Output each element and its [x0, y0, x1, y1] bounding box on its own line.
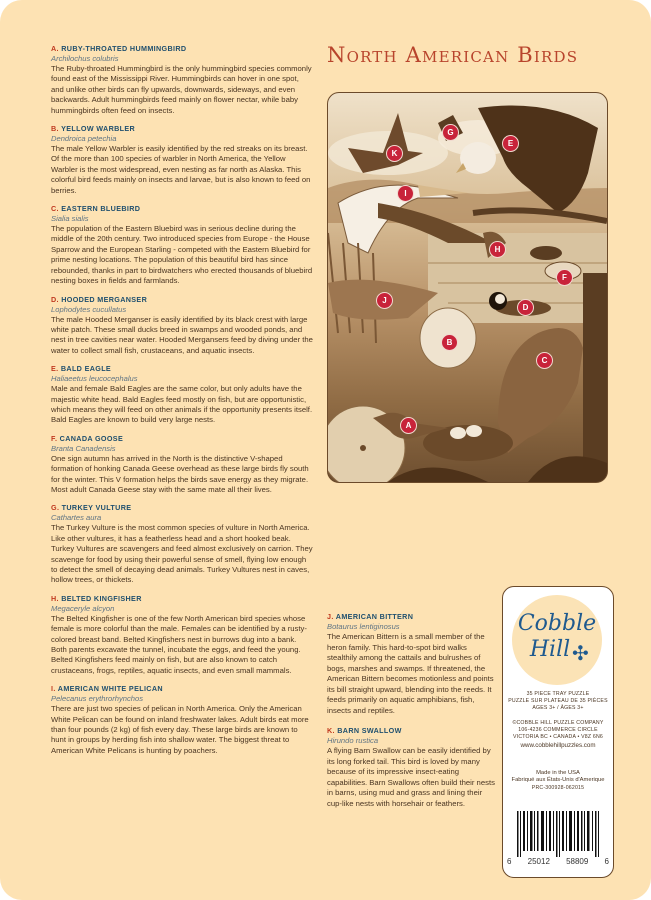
- entry-title: [51, 44, 313, 54]
- entry-title: [327, 726, 497, 736]
- entry-letter: K.: [327, 726, 335, 735]
- entry-belted-kingfisher: [51, 594, 313, 676]
- entry-text: The male Yellow Warbler is easily identified by the red streaks on its breast. Of the more than 100 species of warbler in North America, the Yellow Warbler is the most widespread, even nesting as far north as Alaska. This colorful bird feeds mainly on insects and larvae, but is also known to feed on berries.: [51, 144, 311, 195]
- entry-scientific-name: Dendroica petechia: [51, 134, 117, 144]
- puzzle-size-fr: PUZZLE SUR PLATEAU DE 35 PIÈCES: [508, 698, 608, 705]
- product-code: PRC-300928-062015: [531, 784, 585, 791]
- entry-name: AMERICAN WHITE PELICAN: [57, 684, 163, 694]
- age-rating: AGES 3+ / ÂGES 3+: [532, 705, 584, 712]
- entry-scientific-name: Cathartes aura: [51, 513, 102, 523]
- entry-letter: G.: [51, 503, 60, 513]
- entry-title: [327, 612, 497, 622]
- illustration-marker-b: B: [441, 334, 458, 351]
- logo-text-cobble: Cobble: [517, 611, 597, 636]
- entry-letter: I.: [51, 684, 56, 694]
- entry-text: The male Hooded Merganser is easily identified by its black crest with large white patch. These small ducks breed in swamps and wooded ponds, and nest in tree cavities near water. Hooded Mergansers feed by diving under the water to collect small fish, crustaceans, and aquatic insects.: [51, 314, 313, 355]
- illustration-marker-g: G: [442, 124, 459, 141]
- entry-hooded-merganser: [51, 295, 313, 357]
- entry-letter: B.: [51, 124, 59, 134]
- puzzle-info: [505, 691, 611, 713]
- entry-scientific-name: Lophodytes cucullatus: [51, 304, 127, 314]
- entry-yellow-warbler: [51, 124, 313, 196]
- entry-letter: E.: [51, 364, 59, 374]
- entry-canada-goose: [51, 434, 313, 496]
- illustration-marker-i: I: [397, 185, 414, 202]
- puzzle-piece-icon: ✣: [572, 643, 589, 665]
- entry-letter: F.: [51, 433, 58, 443]
- entry-title: [51, 295, 313, 305]
- illustration-marker-e: E: [502, 135, 519, 152]
- barcode-digit-3: 58809: [566, 857, 589, 866]
- company-address-1: 106-4236 COMMERCE CIRCLE: [518, 727, 598, 734]
- entry-letter: C.: [51, 204, 59, 214]
- entry-eastern-bluebird: [51, 204, 313, 286]
- company-name: ©COBBLE HILL PUZZLE COMPANY: [512, 720, 604, 726]
- entry-letter: D.: [51, 294, 59, 304]
- entry-scientific-name: Archilochus colubris: [51, 54, 119, 63]
- illustration-marker-j: J: [376, 292, 393, 309]
- illustration-marker-d: D: [517, 299, 534, 316]
- entry-scientific-name: Hirundo rustica: [327, 736, 379, 745]
- entry-scientific-name: Sialia sialis: [51, 214, 89, 224]
- entry-name: CANADA GOOSE: [59, 433, 124, 443]
- bird-illustration: [327, 92, 608, 483]
- entry-name: EASTERN BLUEBIRD: [61, 204, 141, 214]
- entry-text: The Ruby-throated Hummingbird is the only hummingbird species commonly found east of the Mississippi River. Hummingbirds can hover in one spot, and unlike other birds can fly upwards, downwards, sideways, and even backwards. Adult hummingbirds feed mainly on flower nectar, while baby hummingbirds often feed on insects.: [51, 64, 312, 115]
- cobble-hill-logo: [512, 595, 602, 685]
- barcode-digit-4: 6: [604, 857, 609, 866]
- entry-text: The Belted Kingfisher is one of the few North American bird species whose female is more colorful than the male. Females can be identified by a rusty-colored breast band. Belted Kingfishers nest in burrows dug into a bank. Both parents excavate the tunnel, incubate the eggs, and feed the young. Belted Kingfishers feed mainly on fish, but are also known to catch crustaceans, frogs, reptiles, aquatic insects, and even small mammals.: [51, 613, 307, 675]
- entry-scientific-name: Botaurus lentiginosus: [327, 622, 400, 631]
- entry-turkey-vulture: [51, 503, 313, 585]
- made-in-fr: Fabriqué aux États-Unis d'Amerique: [511, 777, 605, 784]
- entry-bald-eagle: [51, 364, 313, 426]
- page-title: North American Birds: [327, 43, 579, 67]
- entry-name: BARN SWALLOW: [337, 726, 402, 735]
- entry-name: TURKEY VULTURE: [61, 503, 132, 513]
- entry-title: [51, 684, 313, 694]
- entry-name: RUBY-THROATED HUMMINGBIRD: [61, 44, 187, 53]
- entry-scientific-name: Haliaeetus leucocephalus: [51, 374, 138, 384]
- entry-letter: H.: [51, 593, 59, 603]
- entry-name: YELLOW WARBLER: [61, 124, 136, 134]
- illustration-scene: [328, 93, 607, 482]
- bird-descriptions-middle: [327, 612, 497, 817]
- entry-ruby-throated-hummingbird: [51, 44, 313, 116]
- entry-name: BALD EAGLE: [60, 364, 112, 374]
- illustration-marker-a: A: [400, 417, 417, 434]
- illustration-marker-h: H: [489, 241, 506, 258]
- illustration-marker-k: K: [386, 145, 403, 162]
- entry-name: AMERICAN BITTERN: [335, 612, 414, 621]
- company-address-2: VICTORIA BC • CANADA • V8Z 6N6: [513, 734, 603, 741]
- barcode-digit-1: 6: [507, 857, 512, 866]
- entry-text: There are just two species of pelican in North America. Only the American White Pelican can be found on inland freshwater lakes. Adult birds eat more than four pounds (2 kg) of fish every day. These large birds are known to hunt in groups by herding fish into shallow water. The biggest threat to American White Pelicans is hunting by poachers.: [51, 704, 309, 755]
- entry-name: BELTED KINGFISHER: [61, 593, 142, 603]
- entry-text: A flying Barn Swallow can be easily identified by its long forked tail. This bird is loved by many because of its impressive insect-eating capabilities. Barn Swallows often build their nests in barns, using mud and grass and lining their cup-like nests with horsehair or feathers.: [327, 746, 495, 808]
- barcode-digit-2: 25012: [527, 857, 550, 866]
- entry-title: [51, 204, 313, 214]
- logo-text-hill: Hill: [529, 637, 571, 662]
- entry-title: [51, 594, 313, 604]
- entry-text: The Turkey Vulture is the most common species of vulture in North America. Like other vultures, it has a featherless head and a short hooked beak. Turkey Vultures are scavengers and feed almost exclusively on carrion. They scavenge for food by using their powerful sense of smell, flying low enough to detect the smell of decaying dead animals. Turkey Vultures nest in caves, hollow trees, or thickets.: [51, 523, 313, 585]
- entry-text: One sign autumn has arrived in the North is the distinctive V-shaped formation of honking Canada Geese overhead as these large birds fly south for the winter. This V formation helps the birds save energy as they migrate. Most adult Canada Geese stay with the same mate all their lives.: [51, 453, 309, 494]
- barcode-number: [507, 857, 609, 866]
- entry-text: The population of the Eastern Bluebird was in serious decline during the middle of the 20th century. Two introduced species from Europe - the House Sparrow and the European Starling - competed with the Eastern Bluebird for prime nesting locations. The population of this beautiful bird has since rebounded, thanks in part to birdwatchers who erected thousands of bluebird nesting boxes in fields and farmlands.: [51, 224, 313, 286]
- made-in: Made in the USA: [536, 770, 580, 776]
- illustration-marker-c: C: [536, 352, 553, 369]
- illustration-marker-f: F: [556, 269, 573, 286]
- entry-american-white-pelican: [51, 684, 313, 756]
- bird-descriptions-left: [51, 44, 313, 764]
- puzzle-size-en: 35 PIECE TRAY PUZZLE: [526, 691, 590, 697]
- entry-title: [51, 124, 313, 134]
- entry-scientific-name: Pelecanus erythrorhynchos: [51, 694, 144, 704]
- product-label-panel: [502, 586, 614, 878]
- entry-barn-swallow: [327, 726, 497, 809]
- manufacturing-info: [505, 770, 611, 792]
- barcode-icon: [515, 811, 601, 857]
- entry-title: [51, 434, 313, 444]
- entry-scientific-name: Branta Canadensis: [51, 443, 116, 453]
- entry-scientific-name: Megaceryle alcyon: [51, 603, 115, 613]
- entry-letter: A.: [51, 44, 59, 53]
- company-website: www.cobblehillpuzzles.com: [520, 741, 596, 749]
- entry-letter: J.: [327, 612, 334, 621]
- entry-title: [51, 364, 313, 374]
- entry-name: HOODED MERGANSER: [61, 294, 148, 304]
- entry-title: [51, 503, 313, 513]
- entry-text: The American Bittern is a small member of the heron family. This hard-to-spot bird walks stealthily among the cattails and bulrushes of bogs, marshes and swamps. If threatened, the American Bittern becomes motionless and points its bill straight upward, blending into the reeds. It feeds primarily on aquatic amphibians, fish, insects and reptiles.: [327, 632, 494, 715]
- company-info: [505, 720, 611, 750]
- entry-text: Male and female Bald Eagles are the same color, but only adults have the majestic white head. Bald Eagles feed mostly on fish, but are opportunistic, which means they will feed on other animals if the opportunity presents itself. Bald Eagles are known to build very large nests.: [51, 384, 313, 425]
- entry-american-bittern: [327, 612, 497, 716]
